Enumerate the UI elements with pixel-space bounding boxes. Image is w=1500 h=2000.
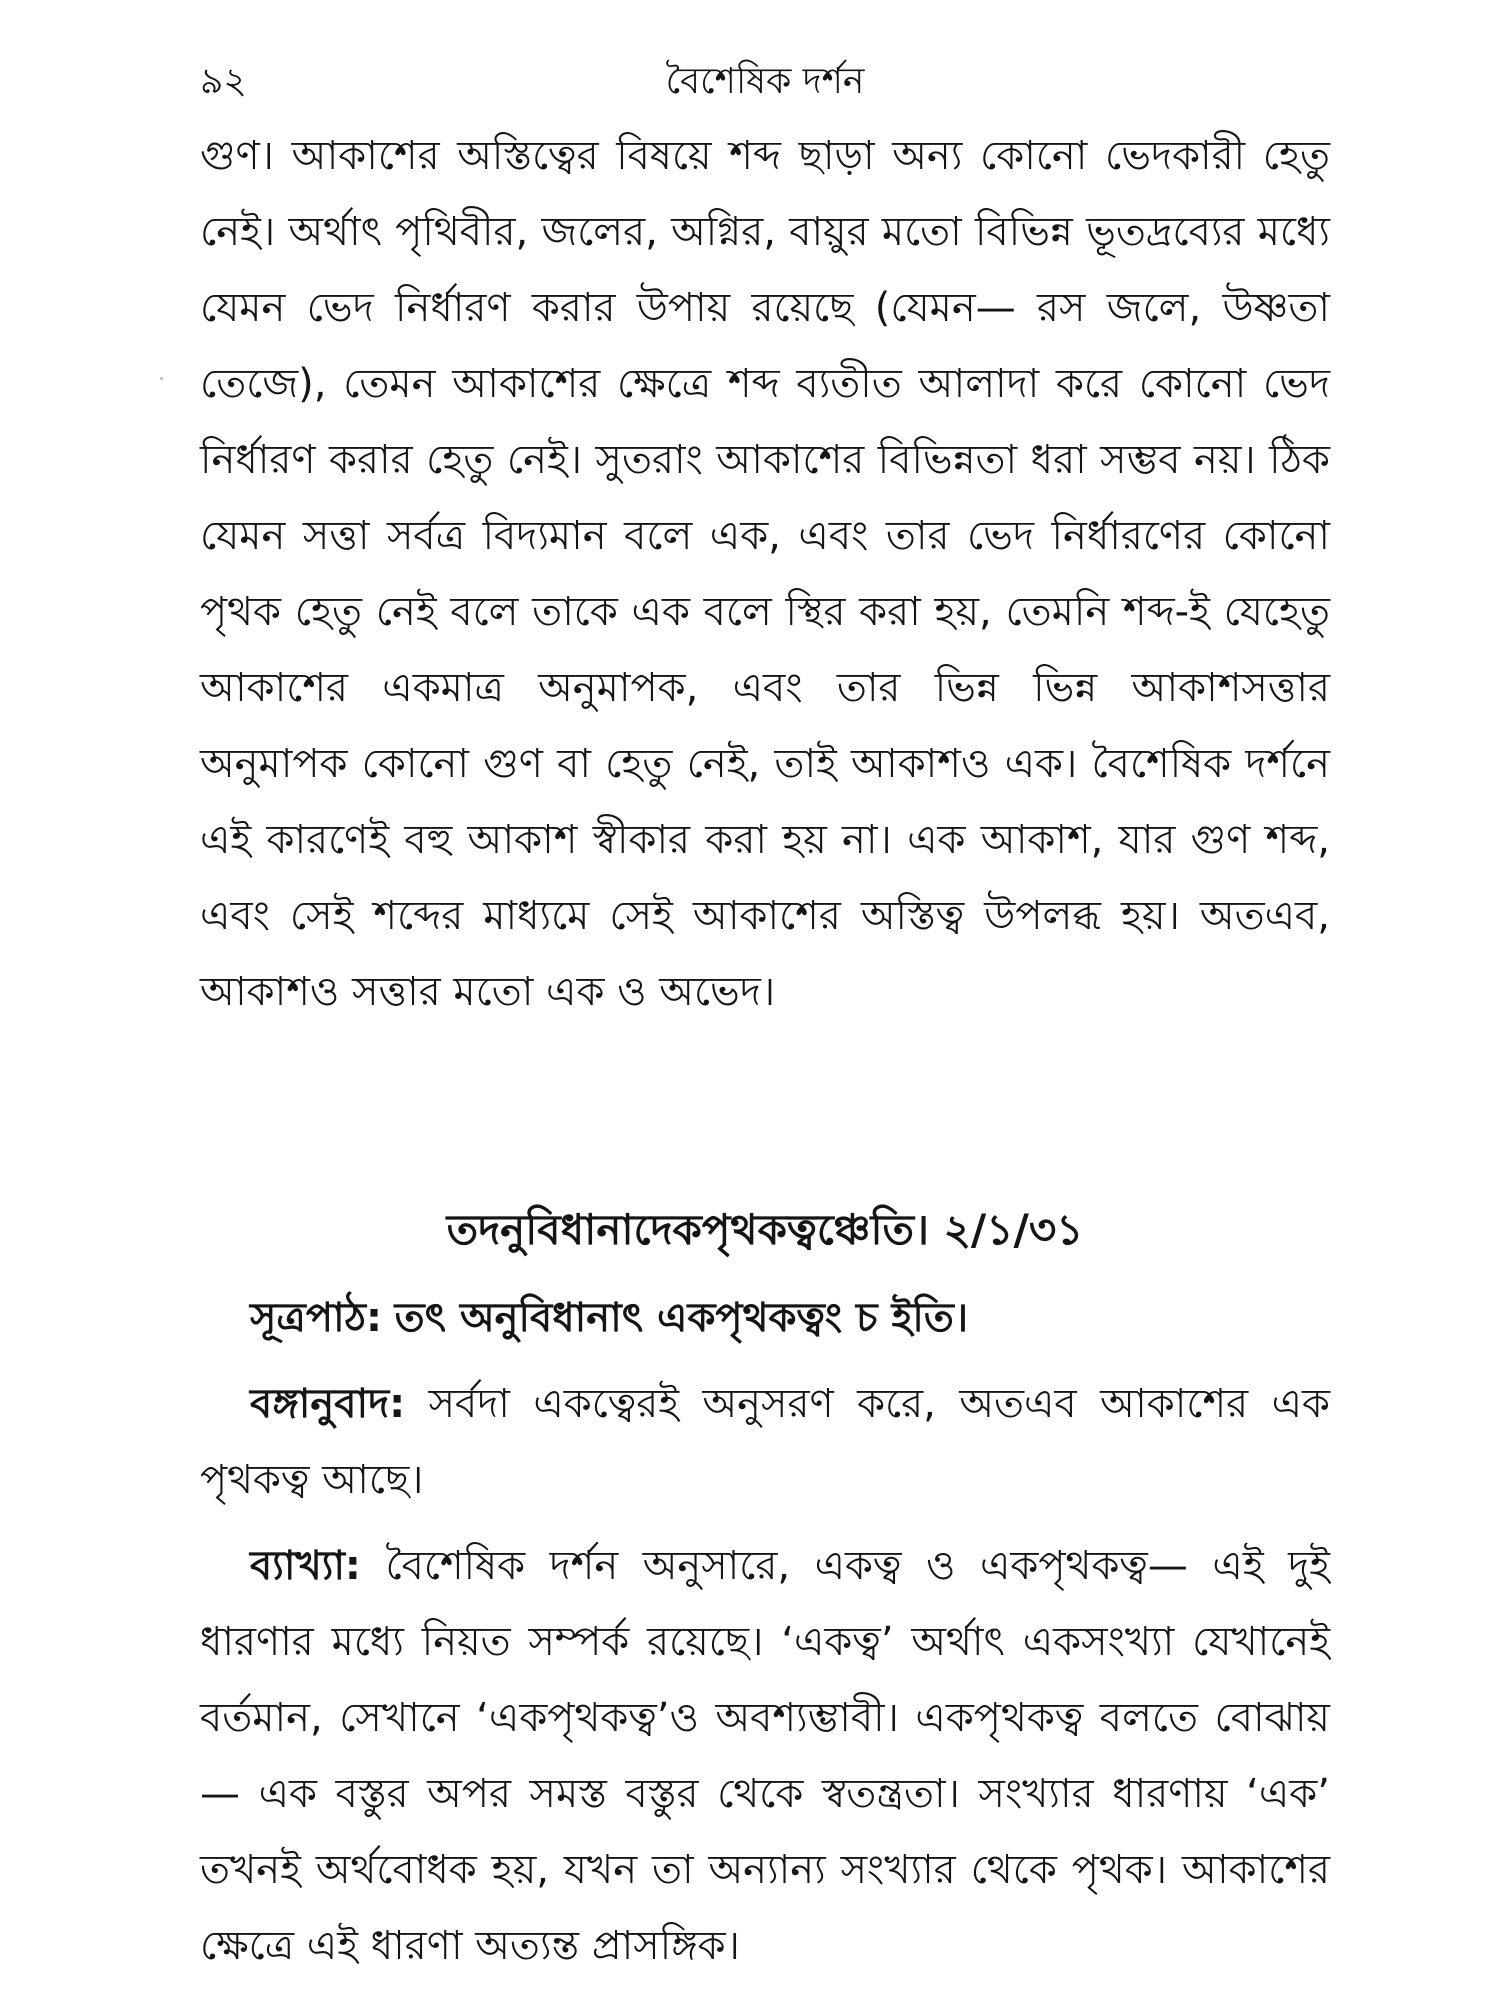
- explanation-label: ব্যাখ্যা:: [250, 1543, 361, 1589]
- page-header: [200, 52, 1330, 112]
- sutrapath-line: [200, 1280, 1330, 1356]
- translation-text: সর্বদা একত্বেরই অনুসরণ করে, অতএব আকাশের এক পৃথকত্ব আছে।: [200, 1381, 1330, 1503]
- page-number: ৯২: [200, 61, 247, 102]
- running-title: বৈশেষিক দর্শন: [665, 61, 865, 102]
- explanation-text: বৈশেষিক দর্শন অনুসারে, একত্ব ও একপৃথকত্ব— এই দুই ধারণার মধ্যে নিয়ত সম্পর্ক রয়েছে। ‘একত্ব’ অর্থাৎ একসংখ্যা যেখানেই বর্তমান, সেখানে ‘একপৃথকত্ব’ও অবশ্যম্ভাবী। একপৃথকত্ব বলতে বোঝায়— এক বস্তুর অপর সমস্ত বস্তুর থেকে স্বতন্ত্রতা। সংখ্যার ধারণায় ‘এক’ তখনই অর্থবোধক হয়, যখন তা অন্যান্য সংখ্যার থেকে পৃথক। আকাশের ক্ষেত্রে এই ধারণা অত্যন্ত প্রাসঙ্গিক।: [200, 1543, 1330, 1969]
- sutra-heading: তদনুবিধানাদেকপৃথকত্বঞ্চেতি। ২/১/৩১: [446, 1205, 1084, 1254]
- explanation-paragraph: [200, 1528, 1330, 1984]
- translation-label: বঙ্গানুবাদ:: [250, 1381, 406, 1427]
- sutrapath-text: তৎ অনুবিধানাৎ একপৃথকত্বং চ ইতি।: [394, 1295, 969, 1341]
- scan-speck: [160, 377, 163, 380]
- body-paragraph: গুণ। আকাশের অস্তিত্বের বিষয়ে শব্দ ছাড়া অন্য কোনো ভেদকারী হেতু নেই। অর্থাৎ পৃথিবীর, জলের, অগ্নির, বায়ুর মতো বিভিন্ন ভূতদ্রব্যের মধ্যে যেমন ভেদ নির্ধারণ করার উপায় রয়েছে (যেমন— রস জলে, উষ্ণতা তেজে), তেমন আকাশের ক্ষেত্রে শব্দ ব্যতীত আলাদা করে কোনো ভেদ নির্ধারণ করার হেতু নেই। সুতরাং আকাশের বিভিন্নতা ধরা সম্ভব নয়। ঠিক যেমন সত্তা সর্বত্র বিদ্যমান বলে এক, এবং তার ভেদ নির্ধারণের কোনো পৃথক হেতু নেই বলে তাকে এক বলে স্থির করা হয়, তেমনি শব্দ-ই যেহেতু আকাশের একমাত্র অনুমাপক, এবং তার ভিন্ন ভিন্ন আকাশসত্তার অনুমাপক কোনো গুণ বা হেতু নেই, তাই আকাশও এক। বৈশেষিক দর্শনে এই কারণেই বহু আকাশ স্বীকার করা হয় না। এক আকাশ, যার গুণ শব্দ, এবং সেই শব্দের মাধ্যমে সেই আকাশের অস্তিত্ব উপলব্ধ হয়। অতএব, আকাশও সত্তার মতো এক ও অভেদ।: [200, 133, 1330, 1015]
- sutrapath-label: সূত্রপাঠ:: [250, 1295, 382, 1341]
- translation-paragraph: [200, 1366, 1330, 1518]
